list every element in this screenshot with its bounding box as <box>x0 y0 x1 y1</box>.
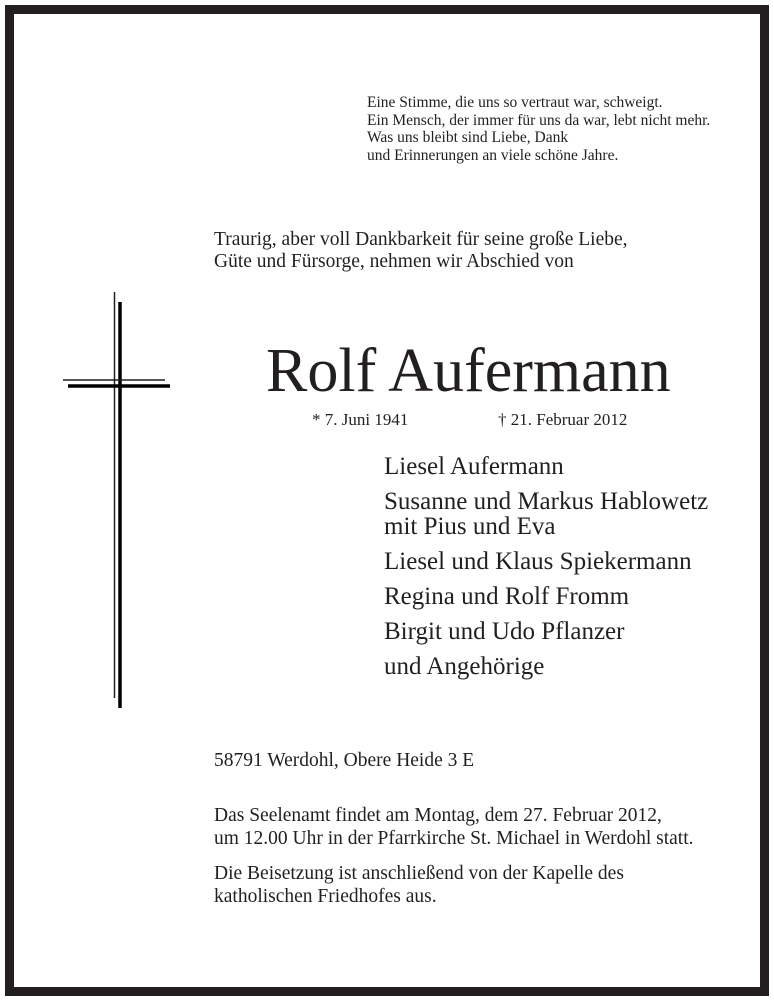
motto-line: Eine Stimme, die uns so vertraut war, schweigt. <box>367 94 663 111</box>
deceased-name: Rolf Aufermann <box>266 337 671 405</box>
mourners-list <box>384 455 708 690</box>
mourner: und Angehörige <box>384 653 545 680</box>
mourner: Liesel und Klaus Spiekermann <box>384 548 692 575</box>
intro-text <box>214 229 628 273</box>
service-line: um 12.00 Uhr in der Pfarrkirche St. Michael in Werdohl statt. <box>214 828 694 849</box>
address: 58791 Werdohl, Obere Heide 3 E <box>214 750 475 771</box>
service-info <box>214 804 694 850</box>
motto-poem <box>367 94 710 164</box>
birth-date: * 7. Juni 1941 <box>312 410 409 429</box>
mourner: Regina und Rolf Fromm <box>384 583 630 610</box>
mourner: Susanne und Markus Hablowetz <box>384 488 709 515</box>
mourner: mit Pius und Eva <box>384 513 556 540</box>
mourner: Liesel Aufermann <box>384 453 564 480</box>
burial-line: Die Beisetzung ist anschließend von der Kapelle des <box>214 863 624 884</box>
motto-line: Was uns bleibt sind Liebe, Dank <box>367 129 569 146</box>
cross-icon <box>60 290 175 715</box>
service-line: Das Seelenamt findet am Montag, dem 27. Februar 2012, <box>214 805 662 826</box>
burial-line: katholischen Friedhofes aus. <box>214 886 437 907</box>
burial-info <box>214 862 624 908</box>
motto-line: und Erinnerungen an viele schöne Jahre. <box>367 146 619 164</box>
mourner: Birgit und Udo Pflanzer <box>384 618 625 645</box>
intro-line: Traurig, aber voll Dankbarkeit für seine große Liebe, <box>214 229 628 250</box>
motto-line: Ein Mensch, der immer für uns da war, lebt nicht mehr. <box>367 111 711 129</box>
intro-line: Güte und Fürsorge, nehmen wir Abschied von <box>214 251 574 272</box>
death-date: † 21. Februar 2012 <box>498 410 628 429</box>
